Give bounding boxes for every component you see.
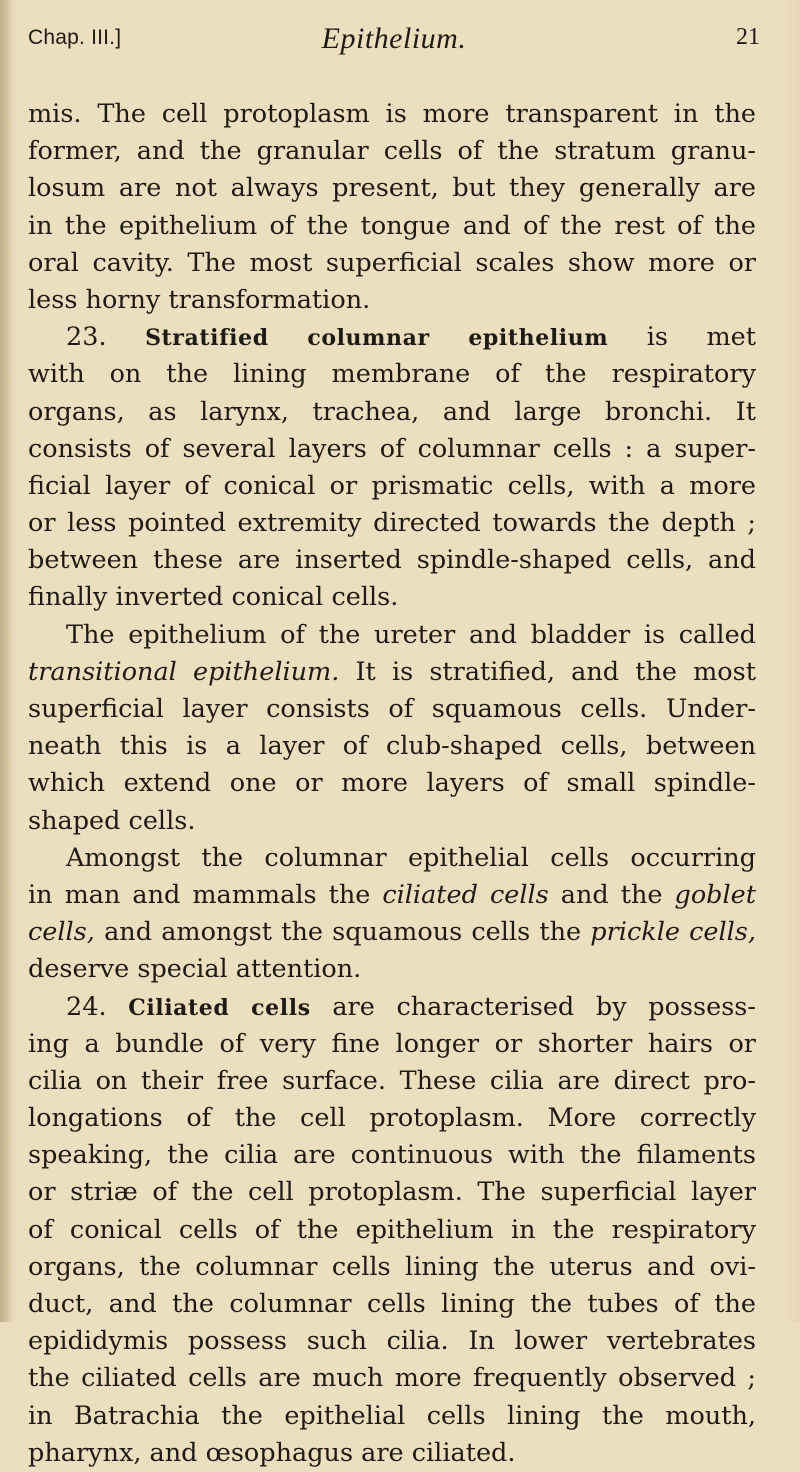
text-line: ficial layer of conical or prismatic cells, with a more — [28, 470, 756, 501]
italic-term: cells, — [28, 917, 95, 948]
section-heading: Stratified columnar epithelium — [145, 325, 609, 352]
text-line: ing a bundle of very fine longer or shorter hairs or — [28, 1028, 756, 1059]
text-line: in man and mammals the ciliated cells and the goblet — [28, 879, 756, 910]
text-line: organs, the columnar cells lining the uterus and ovi- — [28, 1251, 756, 1282]
text-line: transitional epithelium. It is stratified, and the most — [28, 656, 756, 687]
italic-term: ciliated cells — [382, 879, 549, 910]
text-line: less horny transformation. — [28, 284, 371, 315]
running-header — [28, 24, 760, 64]
text-line: or less pointed extremity directed towards the depth ; — [28, 508, 756, 539]
text-line: pharynx, and œsophagus are ciliated. — [28, 1437, 516, 1468]
text-line: cilia on their free surface. These cilia are direct pro- — [28, 1065, 756, 1096]
text-line: consists of several layers of columnar cells : a super- — [28, 433, 756, 464]
italic-term: prickle cells, — [590, 917, 756, 948]
page-gutter-edge — [0, 0, 12, 1322]
text-line: deserve special attention. — [28, 954, 362, 985]
section-heading: Ciliated cells — [128, 994, 311, 1021]
text-line: Amongst the columnar epithelial cells occurring — [66, 842, 756, 873]
text-line: which extend one or more layers of small spindle- — [28, 768, 756, 799]
text-line: oral cavity. The most superficial scales show more or — [28, 247, 756, 278]
text-line: speaking, the cilia are continuous with the filaments — [28, 1140, 756, 1171]
text-line: superficial layer consists of squamous cells. Under- — [28, 694, 756, 724]
text-line: between these are inserted spindle-shaped cells, and — [28, 545, 756, 576]
text-line: finally inverted conical cells. — [28, 582, 399, 613]
text-line: losum are not always present, but they generally are — [28, 173, 756, 204]
text-line: The epithelium of the ureter and bladder is called — [66, 619, 756, 650]
text-line: neath this is a layer of club-shaped cells, between — [28, 731, 756, 762]
text-line: longations of the cell protoplasm. More correctly — [28, 1103, 756, 1134]
text-line: organs, as larynx, trachea, and large bronchi. It — [28, 396, 756, 427]
text-line: with on the lining membrane of the respiratory — [28, 359, 756, 390]
text-line: mis. The cell protoplasm is more transparent in the — [28, 99, 756, 129]
text-line: or striæ of the cell protoplasm. The superficial layer — [28, 1177, 756, 1208]
text-line: the ciliated cells are much more frequently observed ; — [28, 1363, 756, 1394]
text-line: epididymis possess such cilia. In lower vertebrates — [28, 1326, 756, 1357]
section-heading-line: 24. Ciliated cells are characterised by possess- — [66, 991, 756, 1022]
section-heading-line: 23. Stratified columnar epithelium is met — [66, 322, 756, 353]
italic-term: goblet — [674, 879, 756, 910]
section-number: 24. — [66, 991, 129, 1022]
italic-term: transitional epithelium. — [28, 656, 340, 687]
text-line: cells, and amongst the squamous cells the prickle cells, — [28, 917, 756, 948]
text-line: shaped cells. — [28, 805, 196, 836]
chapter-label: Chap. III.] — [28, 26, 122, 49]
page-number: 21 — [736, 24, 760, 50]
section-number: 23. — [66, 322, 146, 353]
body-text — [28, 96, 756, 1472]
text-line: in Batrachia the epithelial cells lining the mouth, — [28, 1400, 756, 1431]
text-line: duct, and the columnar cells lining the tubes of the — [28, 1289, 756, 1319]
text-line: former, and the granular cells of the stratum granu- — [28, 136, 756, 167]
text-line: in the epithelium of the tongue and of the rest of the — [28, 210, 756, 241]
running-title: Epithelium. — [321, 22, 467, 55]
text-line: of conical cells of the epithelium in the respiratory — [28, 1214, 756, 1245]
